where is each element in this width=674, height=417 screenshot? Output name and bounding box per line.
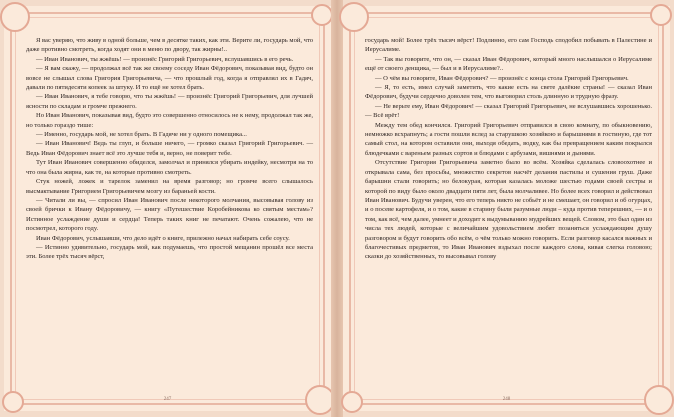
frame-ornament <box>311 4 333 26</box>
paragraph: — Так вы говорите, что он, — сказал Иван Фёдорович, который много наслышался о Иерусалиме ещё от своего денщика, — был и в Иерусалиме?.. <box>365 55 652 73</box>
paragraph: — Истинно удивительно, государь мой, как подумаешь, что простой мещанин прошёл все места эти. Более трёх тысяч вёрст, <box>26 243 313 261</box>
paragraph: Отсутствие Григория Григорьевича заметно было во всём. Хозяйка сделалась словоохотнее и открывала сама, без просьбы, множество секретов насчёт делания пастилы и сушения груш. Даже барышни стали говорить; но белокурая, которая казалась моложе шестью годами своей сестры и которой по виду было около двадцати пяти лет, была молчаливее. Но более всех говорил и действовал Иван Иванович. Будучи уверен, что его теперь никто не собьёт и не смешает, он говорил и об огурцах, и о посеве картофеля, и о том, какие в старину были разумные люди – куда против теперешних, — и о том, как всё, чем далее, умнеет и доходит к выдумыванию мудрейших вещей. Словом, это был один из числа тех людей, которые с величайшим удовольствием любят позаняться услаждающим душу разговором и будут говорить обо всём, о чём только можно говорить. Если разговор касался важных и благочестивых предметов, то Иван Иванович вздыхал после каждого слова, кивая слегка головою; сказки до хозяйственных, то высовывал голову <box>365 159 652 261</box>
paragraph: Тут Иван Иванович совершенно обиделся, замолчал и принялся убирать индейку, несмотря на то что она была жирна, как те, на которые противно смотреть. <box>26 159 313 176</box>
left-page-text <box>26 36 313 262</box>
paragraph: — О чём вы говорите, Иван Фёдорович? — произнёс с конца стола Григорий Григорьевич. <box>375 74 629 82</box>
right-page <box>343 6 670 411</box>
paragraph: Между тем обед кончился. Григорий Григорьевич отправился в свою комнату, по обыкновению, немножко всхрапнуть; а гости пошли вслед за старушкою хозяйкою и барышнями в гостиную, где тот самый стол, на котором оставили они, выходя обедать, водку, как бы превращением каким покрылся блюдечками с вареньем разных сортов и блюдами с арбузами, вишнями и дынями. <box>365 121 652 157</box>
frame-ornament <box>2 391 24 413</box>
page-number: 248 <box>502 397 511 402</box>
paragraph: — Я вам скажу, — продолжал всё так же своему соседу Иван Фёдорович, показывая вид, будто он вовсе не слышал слова Григория Григорьевича, — что прошлый год, когда я отправлял их в Гадяч, давали по пятидесяти копеек за штуку. И то ещё не хотел брать. <box>26 65 313 92</box>
left-page <box>4 6 331 411</box>
book-gutter <box>331 0 343 417</box>
paragraph: государь мой! Более трёх тысяч вёрст! Подлинно, его сам Господь сподобил побывать в Палестине и Иерусалиме. <box>365 37 652 54</box>
paragraph: — Иван Иванович, ты жжёшь! — произнёс Григорий Григорьевич, вслушавшись в его речь. <box>36 55 294 63</box>
paragraph: — Иван Иванович, я тебе говорю, что ты жжёшь! — произнёс Григорий Григорьевич, для лучшей ясности по складам и громче прежнего. <box>26 93 313 110</box>
frame-ornament <box>341 391 363 413</box>
paragraph: — Я, то есть, имел случай заметить, что какие есть на свете далёкие страны! — сказал Иван Фёдорович, будучи сердечно доволен тем, что выговорил столь длинную и трудную фразу. <box>365 84 652 101</box>
paragraph: Стук ножей, ложек и тарелок заменил на время разговор; но громче всего слышалось высмактывание Григорием Григорьевичем мозгу из бараньей кости. <box>26 178 313 195</box>
page-number: 247 <box>163 397 172 402</box>
paragraph: Но Иван Иванович, показывая вид, будто это совершенно относилось не к нему, продолжал так же, но только гораздо тише: <box>26 112 313 129</box>
paragraph: Иван Фёдорович, услышавши, что дело идёт о книге, прилежно начал набирать себе соусу. <box>36 234 290 242</box>
right-page-text <box>365 36 652 262</box>
paragraph: — Не верьте ему, Иван Фёдорович! — сказал Григорий Григорьевич, не вслушавшись хорошенько. — Всё врёт! <box>365 102 652 120</box>
frame-ornament <box>650 4 672 26</box>
paragraph: — Иван Иванович! Ведь ты глуп, и больше ничего, — громко сказал Григорий Григорьевич. — Ведь Иван Фёдорович знает всё это лучше тебя и, верно, не поверит тебе. <box>26 140 313 157</box>
paragraph: Я вас уверяю, что живу в одной больше, чем в десятке таких, как эти. Верите ли, государь мой, что даже противно смотреть, когда ходят они в меню по двору, так жирны!.. <box>26 37 313 54</box>
paragraph: — Читали ли вы, — спросил Иван Иванович после некоторого молчания, высовывая голову из своей брички к Ивану Фёдоровичу, — книгу «Путешествие Коробейникова ко святым местам»? Истинное услаждение души и сердца! Теперь таких книг не печатают. Очень сожалею, что не посмотрел, которого году. <box>26 196 313 233</box>
paragraph: — Именно, государь мой, не хотел брать. В Гадяче ни у одного помещика... <box>36 131 247 139</box>
